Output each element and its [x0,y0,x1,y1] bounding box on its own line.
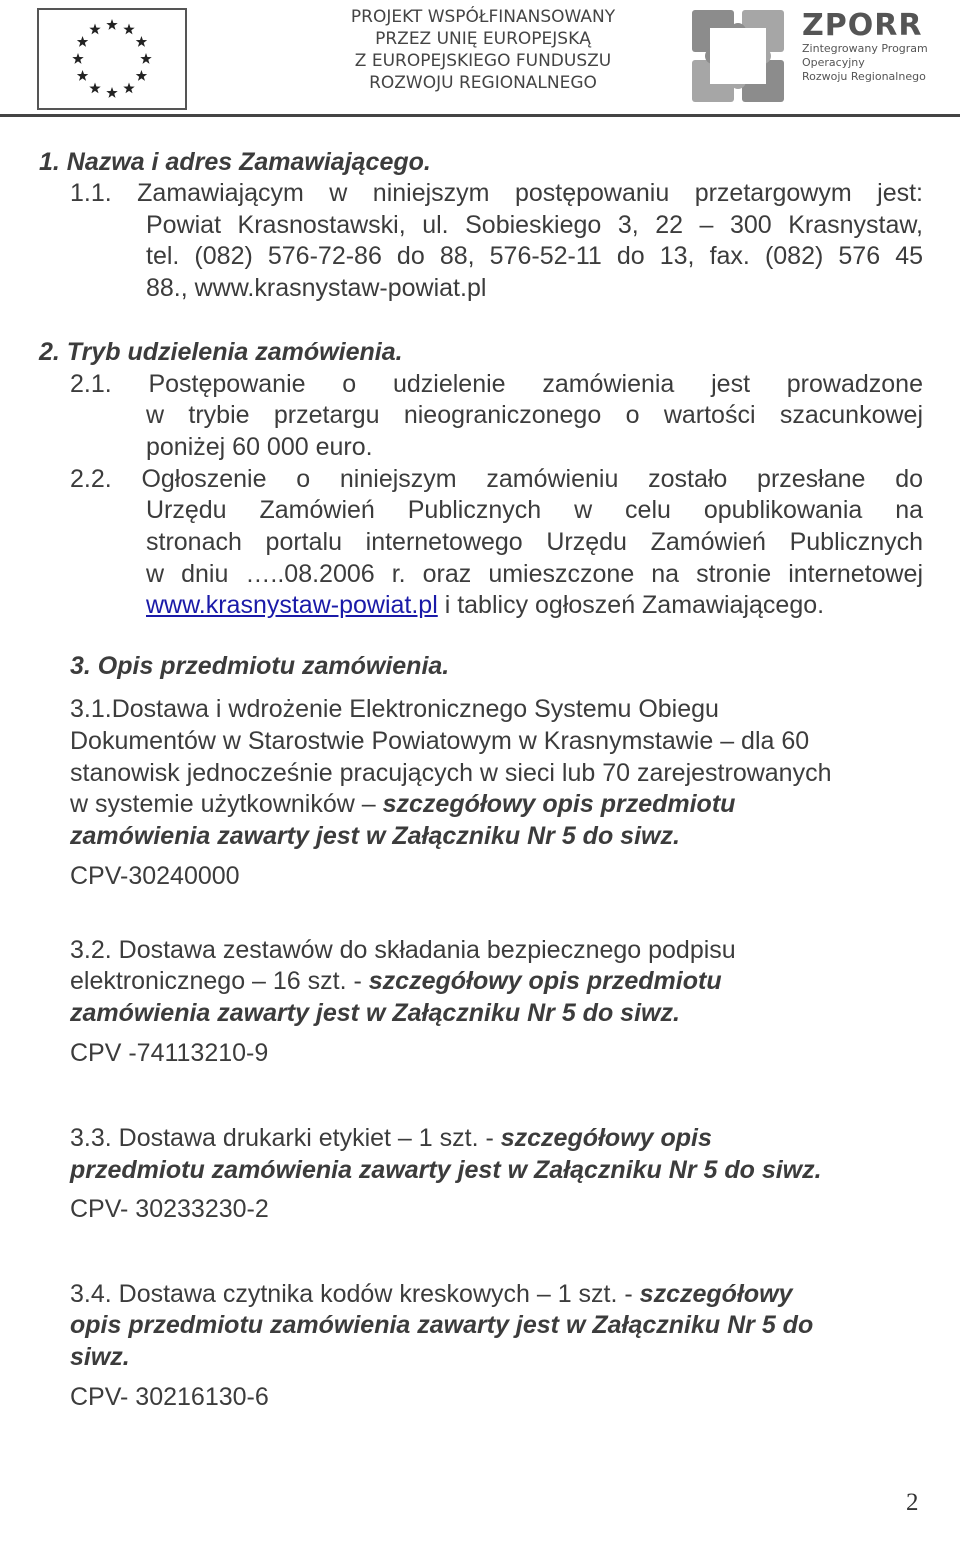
text-span: 3.3. Dostawa drukarki etykiet – 1 szt. - [70,1124,501,1152]
text-span: w systemie użytkowników – [70,790,383,818]
text-line: w trybie przetargu nieograniczonego o wartości szacunkowej [146,401,923,429]
cofunding-line: Z EUROPEJSKIEGO FUNDUSZU [354,51,612,71]
cofunding-line: PROJEKT WSPÓŁFINANSOWANY [350,7,616,27]
text-line: 2.2. Ogłoszenie o niniejszym zamówieniu zostało przesłane do [70,465,923,493]
zporr-wordmark [802,10,928,84]
program-sub-line: Zintegrowany Program [802,42,928,55]
emphasis-text: szczegółowy opis przedmiotu [368,967,722,995]
section-title: 3. Opis przedmiotu zamówienia. [70,652,450,680]
text-span: elektronicznego – 16 szt. - [70,967,369,995]
text-line: tel. (082) 576-72-86 do 88, 576-52-11 do 13, fax. (082) 576 45 [146,242,923,270]
program-sub-line: Rozwoju Regionalnego [802,70,926,83]
emphasis-text: przedmiotu zamówienia zawarty jest w Załączniku Nr 5 do siwz. [70,1156,822,1184]
text-line: 3.2. Dostawa zestawów do składania bezpiecznego podpisu [70,936,736,964]
text-line: w dniu …..08.2006 r. oraz umieszczone na stronie internetowej [146,560,923,588]
emphasis-text: szczegółowy opis przedmiotu [382,790,736,818]
text-line: 2.1. Postępowanie o udzielenie zamówienia jest prowadzone [70,370,923,398]
text-line: Powiat Krasnostawski, ul. Sobieskiego 3, 22 – 300 Krasnystaw, [146,211,923,239]
page-number: 2 [906,1489,919,1516]
eu-stars-icon [39,10,185,108]
emphasis-text: szczegółowy opis [500,1124,712,1152]
text-line: poniżej 60 000 euro. [146,433,373,461]
text-line [146,590,824,622]
eu-star-icon [106,19,117,30]
text-line: 3.1.Dostawa i wdrożenie Elektronicznego Systemu Obiegu [70,695,719,723]
eu-star-icon [123,82,134,93]
text-line [70,966,722,998]
header-divider [0,114,960,117]
emphasis-text: szczegółowy [639,1280,793,1308]
eu-star-icon [136,70,147,81]
page-header [0,0,960,118]
eu-star-icon [77,70,88,81]
cpv-code: CPV-30240000 [70,862,240,890]
section-title: 2. Tryb udzielenia zamówienia. [39,338,403,366]
section-title: 1. Nazwa i adres Zamawiającego. [39,148,431,176]
text-line: Dokumentów w Starostwie Powiatowym w Krasnymstawie – dla 60 [70,727,810,755]
eu-star-icon [106,87,117,98]
puzzle-logo-icon [688,6,790,106]
cpv-code: CPV -74113210-9 [70,1039,269,1067]
cpv-code: CPV- 30216130-6 [70,1383,269,1411]
text-line: Urzędu Zamówień Publicznych w celu opublikowania na [146,496,923,524]
eu-star-icon [136,36,147,47]
emphasis-text: opis przedmiotu zamówienia zawarty jest w Załączniku Nr 5 do [70,1311,814,1339]
program-sub-line: Operacyjny [802,56,865,69]
website-link[interactable]: www.krasnystaw-powiat.pl [146,591,438,619]
emphasis-text: siwz. [70,1343,130,1371]
text-line: 88., www.krasnystaw-powiat.pl [146,274,487,302]
cofunding-line: PRZEZ UNIĘ EUROPEJSKĄ [375,29,591,49]
text-span: i tablicy ogłoszeń Zamawiającego. [437,591,825,619]
text-line: 1.1. Zamawiającym w niniejszym postępowaniu przetargowym jest: [70,179,923,207]
text-line [70,1123,712,1155]
eu-flag-logo [37,8,187,110]
eu-star-icon [89,82,100,93]
eu-star-icon [89,24,100,35]
text-line: stanowisk jednocześnie pracujących w sieci lub 70 zarejestrowanych [70,759,832,787]
text-line [70,789,735,821]
cofunding-line: ROZWOJU REGIONALNEGO [369,73,597,93]
text-span: 3.4. Dostawa czytnika kodów kreskowych – 1 szt. - [70,1280,640,1308]
eu-star-icon [77,36,88,47]
eu-star-icon [72,53,83,64]
cpv-code: CPV- 30233230-2 [70,1195,269,1223]
emphasis-text: zamówienia zawarty jest w Załączniku Nr 5 do siwz. [70,999,680,1027]
text-line [70,1279,793,1311]
emphasis-text: zamówienia zawarty jest w Załączniku Nr 5 do siwz. [70,822,680,850]
eu-star-icon [140,53,151,64]
program-name: ZPORR [802,8,923,43]
cofunding-notice [318,6,648,94]
text-line: stronach portalu internetowego Urzędu Zamówień Publicznych [146,528,923,556]
eu-star-icon [123,24,134,35]
